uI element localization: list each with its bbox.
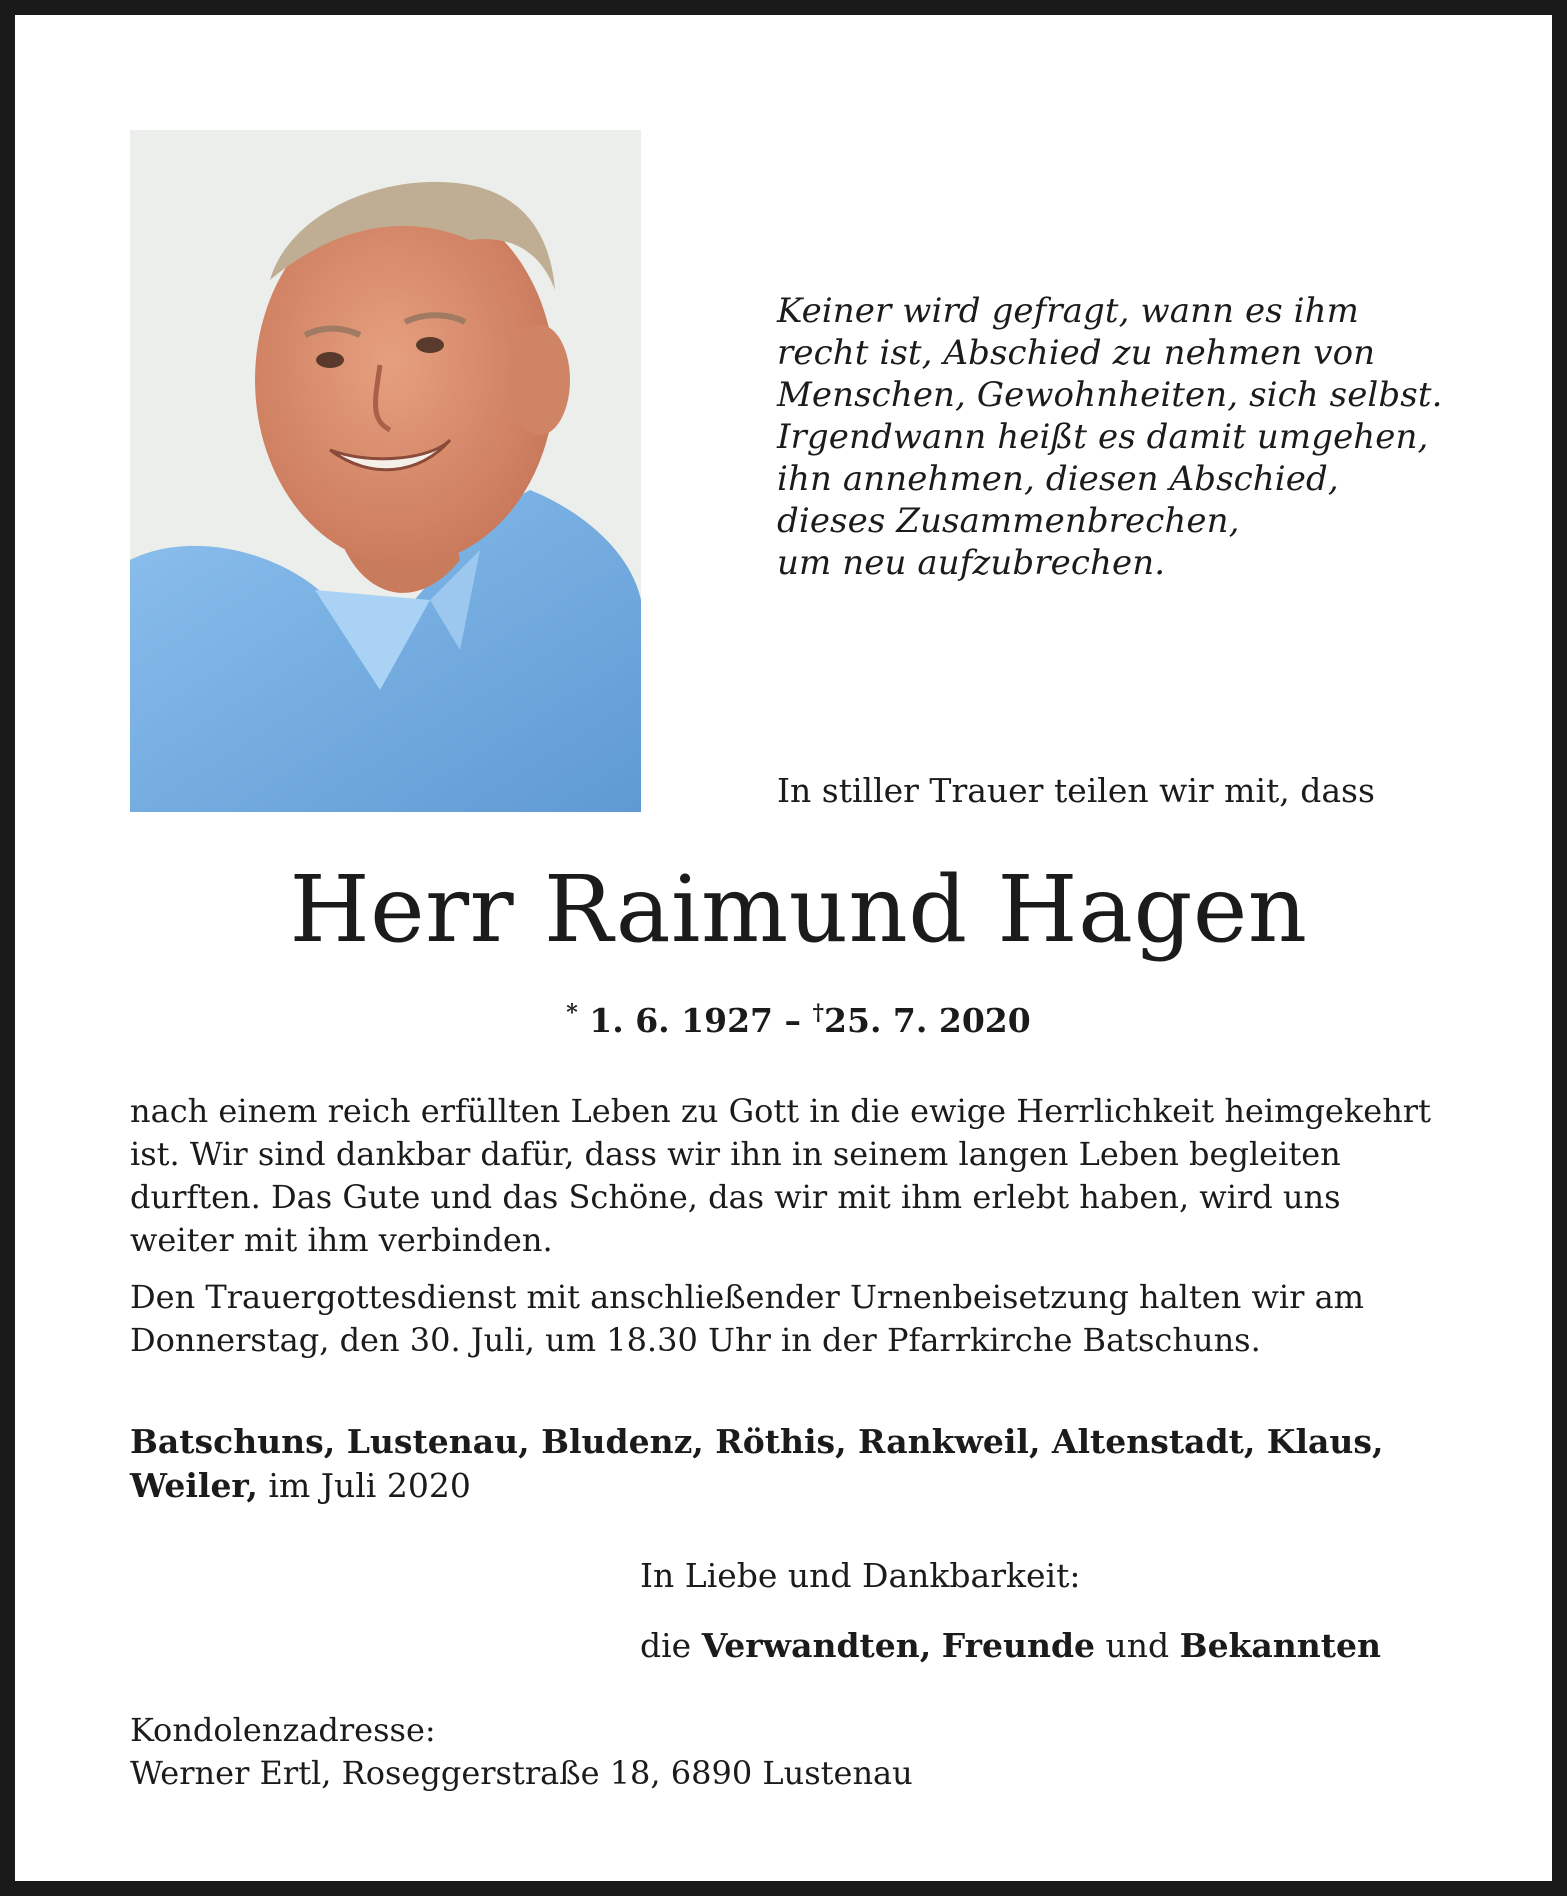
mourners-text: und xyxy=(1095,1626,1180,1665)
poem-line: Menschen, Gewohnheiten, sich selbst. xyxy=(777,375,1443,415)
place-date: im Juli 2020 xyxy=(257,1466,471,1505)
poem-line: Keiner wird gefragt, wann es ihm xyxy=(777,291,1359,331)
death-symbol: † xyxy=(812,1000,825,1026)
death-date: 25. 7. 2020 xyxy=(824,1001,1031,1040)
portrait-illustration xyxy=(130,130,641,812)
portrait-photo xyxy=(130,130,641,812)
birth-date: 1. 6. 1927 xyxy=(589,1001,774,1040)
body-paragraph: nach einem reich erfüllten Leben zu Gott in die ewige Herrlichkeit heimgekehrt ist. Wir sind dankbar dafür, dass wir ihn in seinem langen Leben begleiten durften. Das Gute und das Schöne, das wir mit ihm erlebt haben, wird uns weiter mit ihm verbinden. xyxy=(130,1092,1431,1259)
service-paragraph: Den Trauergottesdienst mit anschließender Urnenbeisetzung halten wir am Donnerstag, den 30. Juli, um 18.30 Uhr in der Pfarrkirche Batschuns. xyxy=(130,1278,1364,1359)
announcement-body xyxy=(130,1090,1450,1362)
intro-line: In stiller Trauer teilen wir mit, dass xyxy=(777,771,1375,810)
poem-line: recht ist, Abschied zu nehmen von xyxy=(777,333,1376,373)
condolence-address-line: Werner Ertl, Roseggerstraße 18, 6890 Lustenau xyxy=(130,1754,913,1792)
thanks-line: In Liebe und Dankbarkeit: xyxy=(640,1556,1081,1595)
poem-line: ihn annehmen, diesen Abschied, xyxy=(777,459,1339,499)
condolence-label: Kondolenzadresse: xyxy=(130,1711,436,1749)
life-dates xyxy=(15,1000,1567,1040)
date-separator: – xyxy=(784,1001,802,1040)
mourners-friends: Freunde xyxy=(941,1626,1096,1665)
birth-symbol: * xyxy=(566,1000,578,1026)
obituary-page xyxy=(15,15,1552,1881)
mourners-line xyxy=(640,1626,1381,1665)
poem-line: Irgendwann heißt es damit umgehen, xyxy=(777,417,1429,457)
mourners-text: die xyxy=(640,1626,702,1665)
places-list: Batschuns, Lustenau, Bludenz, Röthis, Rankweil, Altenstadt, Klaus, Weiler, xyxy=(130,1422,1384,1505)
condolence-address xyxy=(130,1709,913,1795)
mourners-text xyxy=(931,1626,942,1665)
places-and-date xyxy=(130,1420,1450,1508)
mourners-acquaintances: Bekannten xyxy=(1179,1626,1382,1665)
mourners-relatives: Verwandten, xyxy=(701,1626,932,1665)
deceased-name: Herr Raimund Hagen xyxy=(289,856,1308,963)
poem xyxy=(777,290,1443,584)
poem-line: um neu aufzubrechen. xyxy=(777,543,1166,583)
poem-line: dieses Zusammenbrechen, xyxy=(777,501,1240,541)
